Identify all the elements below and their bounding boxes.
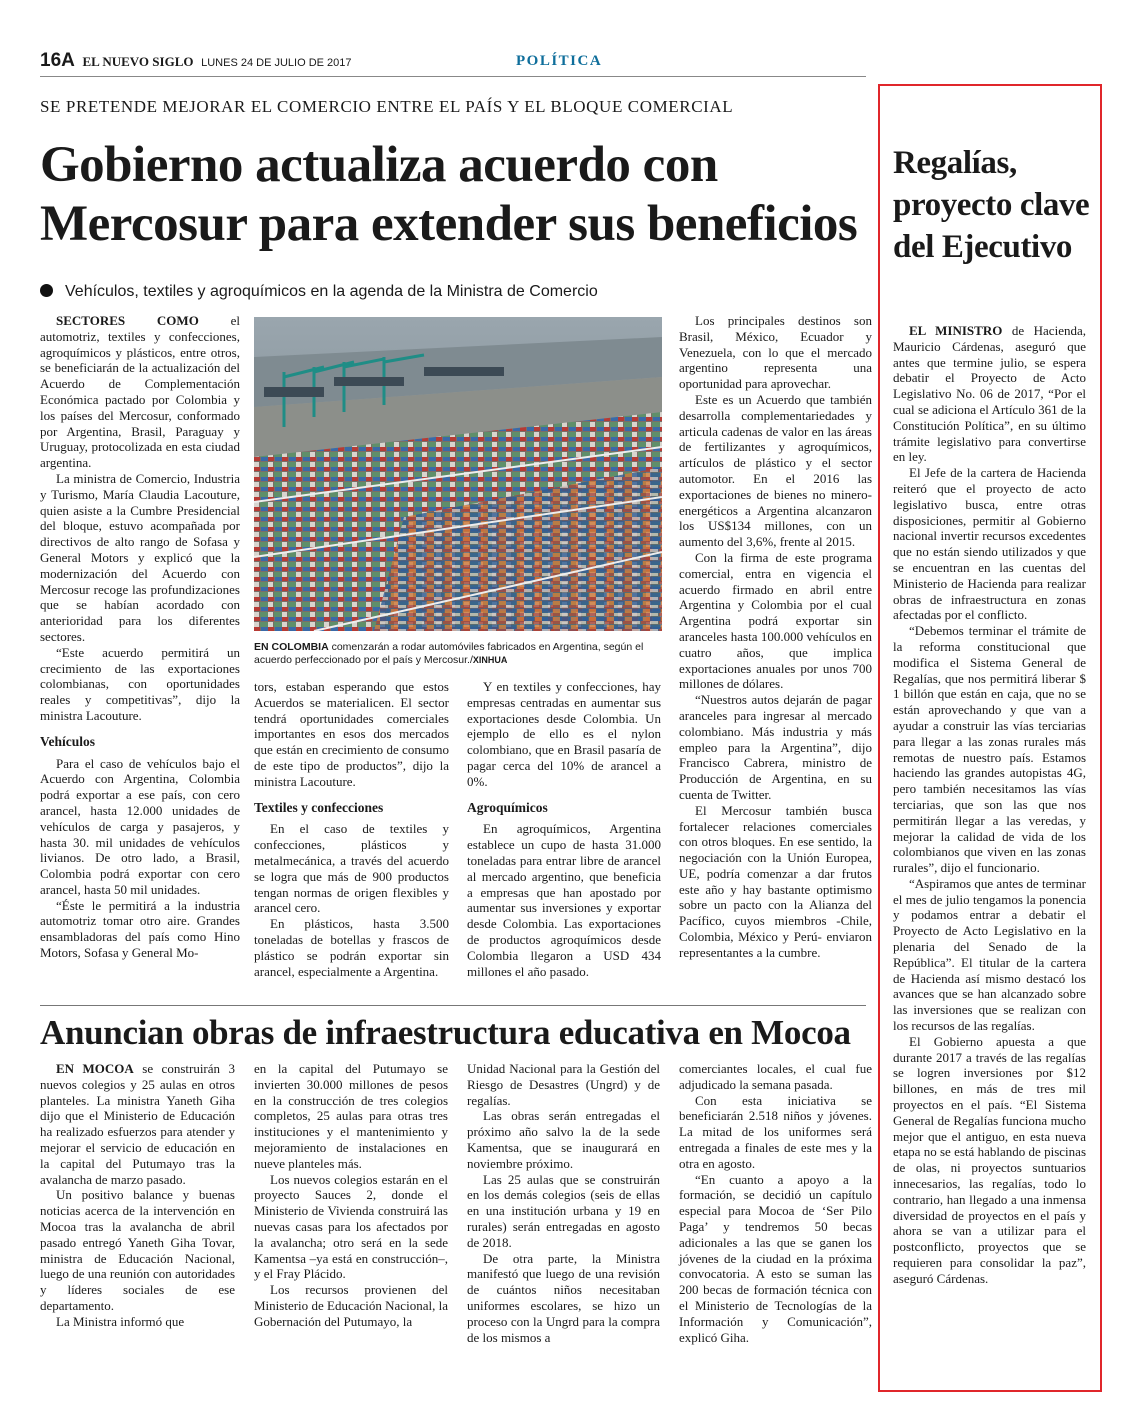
story-divider [40,1005,866,1006]
paragraph: Los principales destinos son Brasil, México, Ecuador y Venezuela, con lo que el mercado argentino representa una oportunidad para aprovechar. [679,313,872,392]
paragraph: La Ministra informó que [56,1313,185,1329]
subheadline [40,283,598,301]
paragraph: Las obras serán entregadas el próximo año salvo la de la sede Kamentsa, que se inaugurará en noviembre próximo. [467,1108,660,1171]
paragraph: Con esta iniciativa se beneficiarán 2.518 niños y jóvenes. La mitad de los uniformes será entregada a finales de este mes y la otra en agosto. [679,1092,872,1171]
photo-credit: XINHUA [472,655,508,665]
bullet-icon [40,284,53,297]
subhead-agroquimicos: Agroquímicos [467,799,548,815]
page-number: 16A [40,50,75,71]
paragraph: “Éste le permitirá a la industria automotriz tomar otro aire. Grandes ensambladoras del país como Hino Motors, Sofasa y General Mo- [40,897,240,961]
paragraph: “En cuanto a apoyo a la formación, se decidió un capítulo especial para Mocoa de ‘Ser Pilo Paga’ y tendremos 50 becas adicionales a las que se ganen los jóvenes de la ciudad en la próxima convocatoria. A esto se suman las 200 becas de formación técnica con el Ministerio de Tecnologías de la Información y Comunicación”, explicó Giha. [679,1171,872,1345]
paragraph: tors, estaban esperando que estos Acuerdos se materialicen. El sector tendrá oportunidades comerciales importantes en esos dos mercados que están en crecimiento de consumo de este tipo de productos”, dijo la ministra Lacouture. [254,679,449,789]
subheadline-text: Vehículos, textiles y agroquímicos en la agenda de la Ministra de Comercio [65,283,598,300]
paragraph: Y en textiles y confecciones, hay empresas centradas en aumentar sus exportaciones desde Colombia. Un ejemplo de ello es el nylon colombiano, que en Brasil pasaría de pagar cerca del 10% de arancel a 0%. [467,679,661,789]
newspaper-name: EL NUEVO SIGLO [82,54,194,69]
photo-caption [254,641,666,667]
paragraph: Un positivo balance y buenas noticias acerca de la intervención en Mocoa tras la avalancha de abril pasado entregó Yaneth Giha Tovar, ministra de Educación Nacional, luego de una reunión con autoridades y líderes sociales de ese departamento. [40,1187,235,1313]
port-photo [254,317,662,631]
paragraph-text: el automotriz, textiles y confecciones, agroquímicos y plásticos, entre otros, se beneficiarán de la actualización del Acuerdo de Complementación Económica pactado por Colombia y los países del Mercosur, conformado por Argentina, Brasil, Paraguay y Uruguay, protocolizada en esta ciudad argentina. [40,313,240,471]
paragraph: De otra parte, la Ministra manifestó que luego de una revisión de cuántos niños necesitaban uniformes escolares, se hizo un proceso con la Ungrd para la compra de los mismos a [467,1250,660,1345]
lead-in: EN MOCOA [56,1061,134,1076]
paragraph-text: de Hacienda, Mauricio Cárdenas, aseguró que antes que termine julio, se espera debatir el Proyecto de Acto Legislativo No. 06 de 2017, “Por el cual se adiciona el Artículo 361 de la Constitución Política”, en su último trámite legislativo para convertirse en ley. [893,323,1086,465]
paragraph: comerciantes locales, el cual fue adjudicado la semana pasada. [679,1061,872,1092]
paragraph: Este es un Acuerdo que también desarrolla complementariedades y articula cadenas de valor en las áreas de fertilizantes y agroquímicos, artículos de plástico y el sector automotor. En el 2016 las exportaciones de bienes no minero-energéticos a Argentina alcanzaron los US$134 millones, con un aumento del 3,6%, frente al 2015. [679,391,872,550]
header-rule [40,76,866,77]
paragraph: Para el caso de vehículos bajo el Acuerdo con Argentina, Colombia podrá exportar a ese país, con cero arancel, hasta 12.000 unidades de vehículos de carga y pasajeros, y hasta 30. mil unidades de vehículos livianos. De otro lado, a Brasil, Colombia podrá exportar con cero arancel, hasta 50 mil unidades. [40,755,240,897]
paragraph: El Mercosur también busca fortalecer relaciones comerciales con otros bloques. En ese sentido, la negociación con la Unión Europea, UE, podría comenzar a dar frutos este año y hay bastante optimismo sobre un pacto con la Alianza del Pacífico, cuyos miembros -Chile, Colombia, México y Perú- enviaron representantes a la cumbre. [679,802,872,960]
paragraph: El Gobierno apuesta a que durante 2017 a través de las regalías se logren inversiones por $12 billones, en más de tres mil proyectos en el país. “El Sistema General de Regalías funciona mucho mejor que el antiguo, en esta nueva etapa no se está hablando de piscinas de olas, ni proyectos suntuarios innecesarios, las regalías, todo lo contrario, han llegado a una inmensa diversidad de proyectos en el país y ahora se van a utilizar para el postconflicto, proyectos que se requieren para consolidar la paz”, aseguró Cárdenas. [893,1033,1086,1286]
paragraph: en la capital del Putumayo se invierten 30.000 millones de pesos en la construcción de tres colegios completos, 25 aulas para otras tres instituciones y el mantenimiento y mejoramiento de instalaciones en nueve planteles más. [254,1061,448,1171]
paragraph [40,1061,235,1187]
issue-date: LUNES 24 DE JULIO DE 2017 [201,57,352,69]
second-headline: Anuncian obras de infraestructura educativa en Mocoa [40,1013,851,1052]
sidebar-column [893,323,1086,1287]
subhead-vehiculos: Vehículos [40,733,96,749]
paragraph: En agroquímicos, Argentina establece un cupo de hasta 31.000 toneladas para entrar libre de arancel al mercado argentino, que beneficia a empresas que han apostado por aumentar sus inversiones y exportar desde Colombia. Las exportaciones de productos agroquímicos desde Colombia llegaron a USD 434 millones el año pasado. [467,821,661,979]
second-column-2 [254,1061,448,1330]
main-headline-line-1: Gobierno actualiza acuerdo con [40,137,718,193]
second-column-3 [467,1061,660,1345]
paragraph: “Aspiramos que antes de terminar el mes de julio tengamos la ponencia y podamos entrar a debatir el Proyecto de Acto Legislativo en la plenaria del Senado de la República”. El titular de la cartera de Hacienda así mismo destacó los avances que se han alcanzado sobre las inversiones que se realizan con los recursos de las regalías. [893,875,1086,1034]
caption-text: comenzarán a rodar automóviles fabricados en Argentina, según el acuerdo perfeccionado por el país y Mercosur./ [254,641,644,666]
container-port-illustration [254,317,662,631]
main-column-2 [254,679,449,979]
paragraph: Los nuevos colegios estarán en el proyecto Sauces 2, donde el Ministerio de Vivienda construirá las nuevas casas para los afectados por la avalancha; otro será en la sede Kamentsa –ya está en construcción–, y el Fray Plácido. [254,1171,448,1282]
paragraph: Unidad Nacional para la Gestión del Riesgo de Desastres (Ungrd) y de regalías. [467,1061,660,1108]
sidebar-headline: Regalías, proyecto clave del Ejecutivo [893,145,1090,265]
kicker: SE PRETENDE MEJORAR EL COMERCIO ENTRE EL PAÍS Y EL BLOQUE COMERCIAL [40,97,734,116]
paragraph [893,323,1086,465]
second-column-4 [679,1061,872,1345]
paragraph: El Jefe de la cartera de Hacienda reiteró que el proyecto de acto legislativo busca, entre otras disposiciones, permitir al Gobierno nacional invertir recursos excedentes que no están siendo utilizados y que se encuentran en las cuentas del Ministerio de Hacienda para realizar obras de infraestructura en zonas afectadas por el conflicto. [893,465,1086,623]
folio [40,50,352,72]
lead-in: SECTORES COMO [56,313,199,328]
paragraph: “Debemos terminar el trámite de la reforma constitucional que modifica el Sistema General de Regalías, que nos permitirá liberar $ 1 billón que están en caja, que no se están aprovechando y que van a ayudar a construir las vías terciarias para llegar a las zonas rurales más remotas de nuestro país. Estamos haciendo las grandes autopistas 4G, pero también necesitamos las vías terciarias, que son las que nos permitirán llegar a las veredas, y mejorar la calidad de vida de los colombianos que viven en las zonas rurales”, dijo el funcionario. [893,623,1086,876]
main-headline [40,136,870,254]
caption-lead: EN COLOMBIA [254,641,329,653]
paragraph: Los recursos provienen del Ministerio de Educación Nacional, la Gobernación del Putumayo, la [254,1282,448,1329]
second-column-1 [40,1061,235,1330]
paragraph [40,313,240,471]
subhead-textiles: Textiles y confecciones [254,799,384,815]
paragraph: Con la firma de este programa comercial, entra en vigencia el acuerdo firmado en abril entre Argentina y Colombia por el cual Argentina podrá exportar sin aranceles hasta 100.000 vehículos en cuatro años, que implica exportaciones anuales por unos 700 millones de dólares. [679,549,872,692]
paragraph-text: se construirán 3 nuevos colegios y 25 aulas en otros planteles. La ministra Yaneth Giha dijo que el Ministerio de Educación ha realizado esfuerzos para atender y mejorar el servicio de educación en la capital del Putumayo tras la avalancha de marzo pasado. [40,1061,235,1187]
main-column-3 [467,679,661,979]
paragraph: “Nuestros autos dejarán de pagar aranceles para ingresar al mercado colombiano. Más industria y más empleo para la Argentina”, dijo Francisco Cabrera, ministro de Producción de Argentina, en su cuenta de Twitter. [679,692,872,802]
main-column-1 [40,313,240,961]
main-headline-line-2: Mercosur para extender sus beneficios [40,196,858,252]
main-column-4 [679,313,872,961]
paragraph: Las 25 aulas que se construirán en los demás colegios (seis de ellas en una institución urbana y 19 en rurales) serán entregadas en agosto de 2018. [467,1171,660,1250]
paragraph: En plásticos, hasta 3.500 toneladas de botellas y frascos de plástico se podrán exportar sin arancel, especialmente a Argentina. [254,916,449,979]
paragraph: En el caso de textiles y confecciones, plásticos y metalmecánica, a través del acuerdo se logra que más de 900 productos tengan normas de origen flexibles y arancel cero. [254,821,449,916]
paragraph: La ministra de Comercio, Industria y Turismo, María Claudia Lacouture, quien asiste a la Cumbre Presidencial del bloque, estuvo acompañada por directivos de alto rango de Sofasa y General Motors y explicó que la modernización del Acuerdo con Mercosur recoge las profundizaciones que se habían acordado con anterioridad para los diferentes sectores. [40,470,240,644]
lead-in: EL MINISTRO [909,323,1003,338]
section-label: POLÍTICA [516,53,603,69]
paragraph: “Este acuerdo permitirá un crecimiento de las exportaciones colombianas, con oportunidades reales y competitivas”, dijo la ministra Lacouture. [40,644,240,723]
